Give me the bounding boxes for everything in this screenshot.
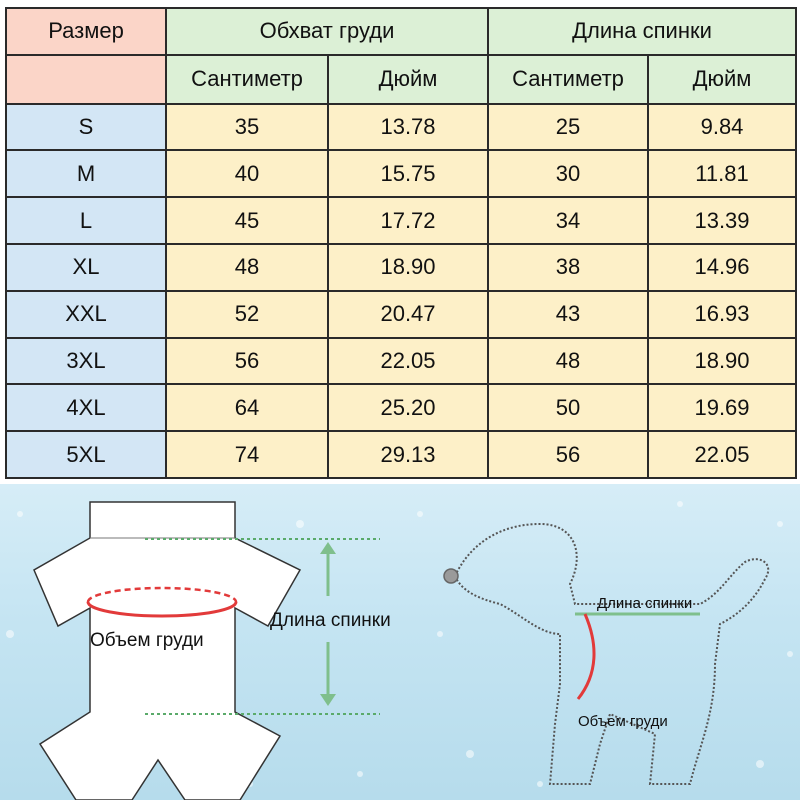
back-cm-cell: 30 [488,150,648,197]
back-inch-cell: 22.05 [648,431,796,478]
header-row-units [6,55,796,104]
table-row [6,244,796,291]
chest-cm-cell: 35 [166,104,328,151]
chest-cm-cell: 45 [166,197,328,244]
size-cell: XXL [6,291,166,338]
size-cell: 4XL [6,384,166,431]
table-row [6,291,796,338]
back-inch-cell: 16.93 [648,291,796,338]
chest-cm-cell: 52 [166,291,328,338]
chest-cm-header: Сантиметр [166,55,328,104]
chest-cm-cell: 74 [166,431,328,478]
size-cell: S [6,104,166,151]
garment-shape [34,502,300,800]
chest-cm-cell: 48 [166,244,328,291]
size-cell: M [6,150,166,197]
chest-inch-cell: 17.72 [328,197,488,244]
back-cm-cell: 50 [488,384,648,431]
size-header: Размер [6,8,166,55]
garment-back-length-label: Длина спинки [270,610,391,631]
chest-inch-cell: 18.90 [328,244,488,291]
back-inch-cell: 14.96 [648,244,796,291]
measurement-diagram [0,484,800,800]
back-inch-header: Дюйм [648,55,796,104]
dog-outline [455,524,768,784]
chest-inch-cell: 29.13 [328,431,488,478]
measurement-illustration [0,484,800,800]
size-cell: XL [6,244,166,291]
chest-inch-cell: 22.05 [328,338,488,385]
chest-inch-cell: 13.78 [328,104,488,151]
table-row [6,431,796,478]
chest-inch-cell: 20.47 [328,291,488,338]
back-inch-cell: 11.81 [648,150,796,197]
dog-back-length-label: Длина спинки [597,595,693,612]
table-row [6,197,796,244]
back-cm-cell: 56 [488,431,648,478]
dog-chest-curve [578,614,594,699]
back-cm-cell: 25 [488,104,648,151]
chest-cm-cell: 40 [166,150,328,197]
back-cm-cell: 34 [488,197,648,244]
chest-cm-cell: 56 [166,338,328,385]
back-group-header: Длина спинки [488,8,796,55]
size-chart-table [5,7,797,479]
back-inch-cell: 13.39 [648,197,796,244]
size-cell: 5XL [6,431,166,478]
back-cm-cell: 48 [488,338,648,385]
table-row [6,150,796,197]
table-row [6,384,796,431]
back-inch-cell: 18.90 [648,338,796,385]
table-row [6,338,796,385]
chest-inch-cell: 15.75 [328,150,488,197]
back-cm-cell: 43 [488,291,648,338]
dog-nose-icon [444,569,458,583]
size-cell: 3XL [6,338,166,385]
dog-chest-label: Объем груди [578,713,668,730]
size-cell: L [6,197,166,244]
back-inch-cell: 9.84 [648,104,796,151]
back-cm-cell: 38 [488,244,648,291]
chest-inch-cell: 25.20 [328,384,488,431]
garment-chest-label: Объем груди [90,630,204,651]
chest-cm-cell: 64 [166,384,328,431]
size-header-blank [6,55,166,104]
table-row [6,104,796,151]
chest-inch-header: Дюйм [328,55,488,104]
header-row-top [6,8,796,55]
back-inch-cell: 19.69 [648,384,796,431]
back-cm-header: Сантиметр [488,55,648,104]
chest-group-header: Обхват груди [166,8,488,55]
